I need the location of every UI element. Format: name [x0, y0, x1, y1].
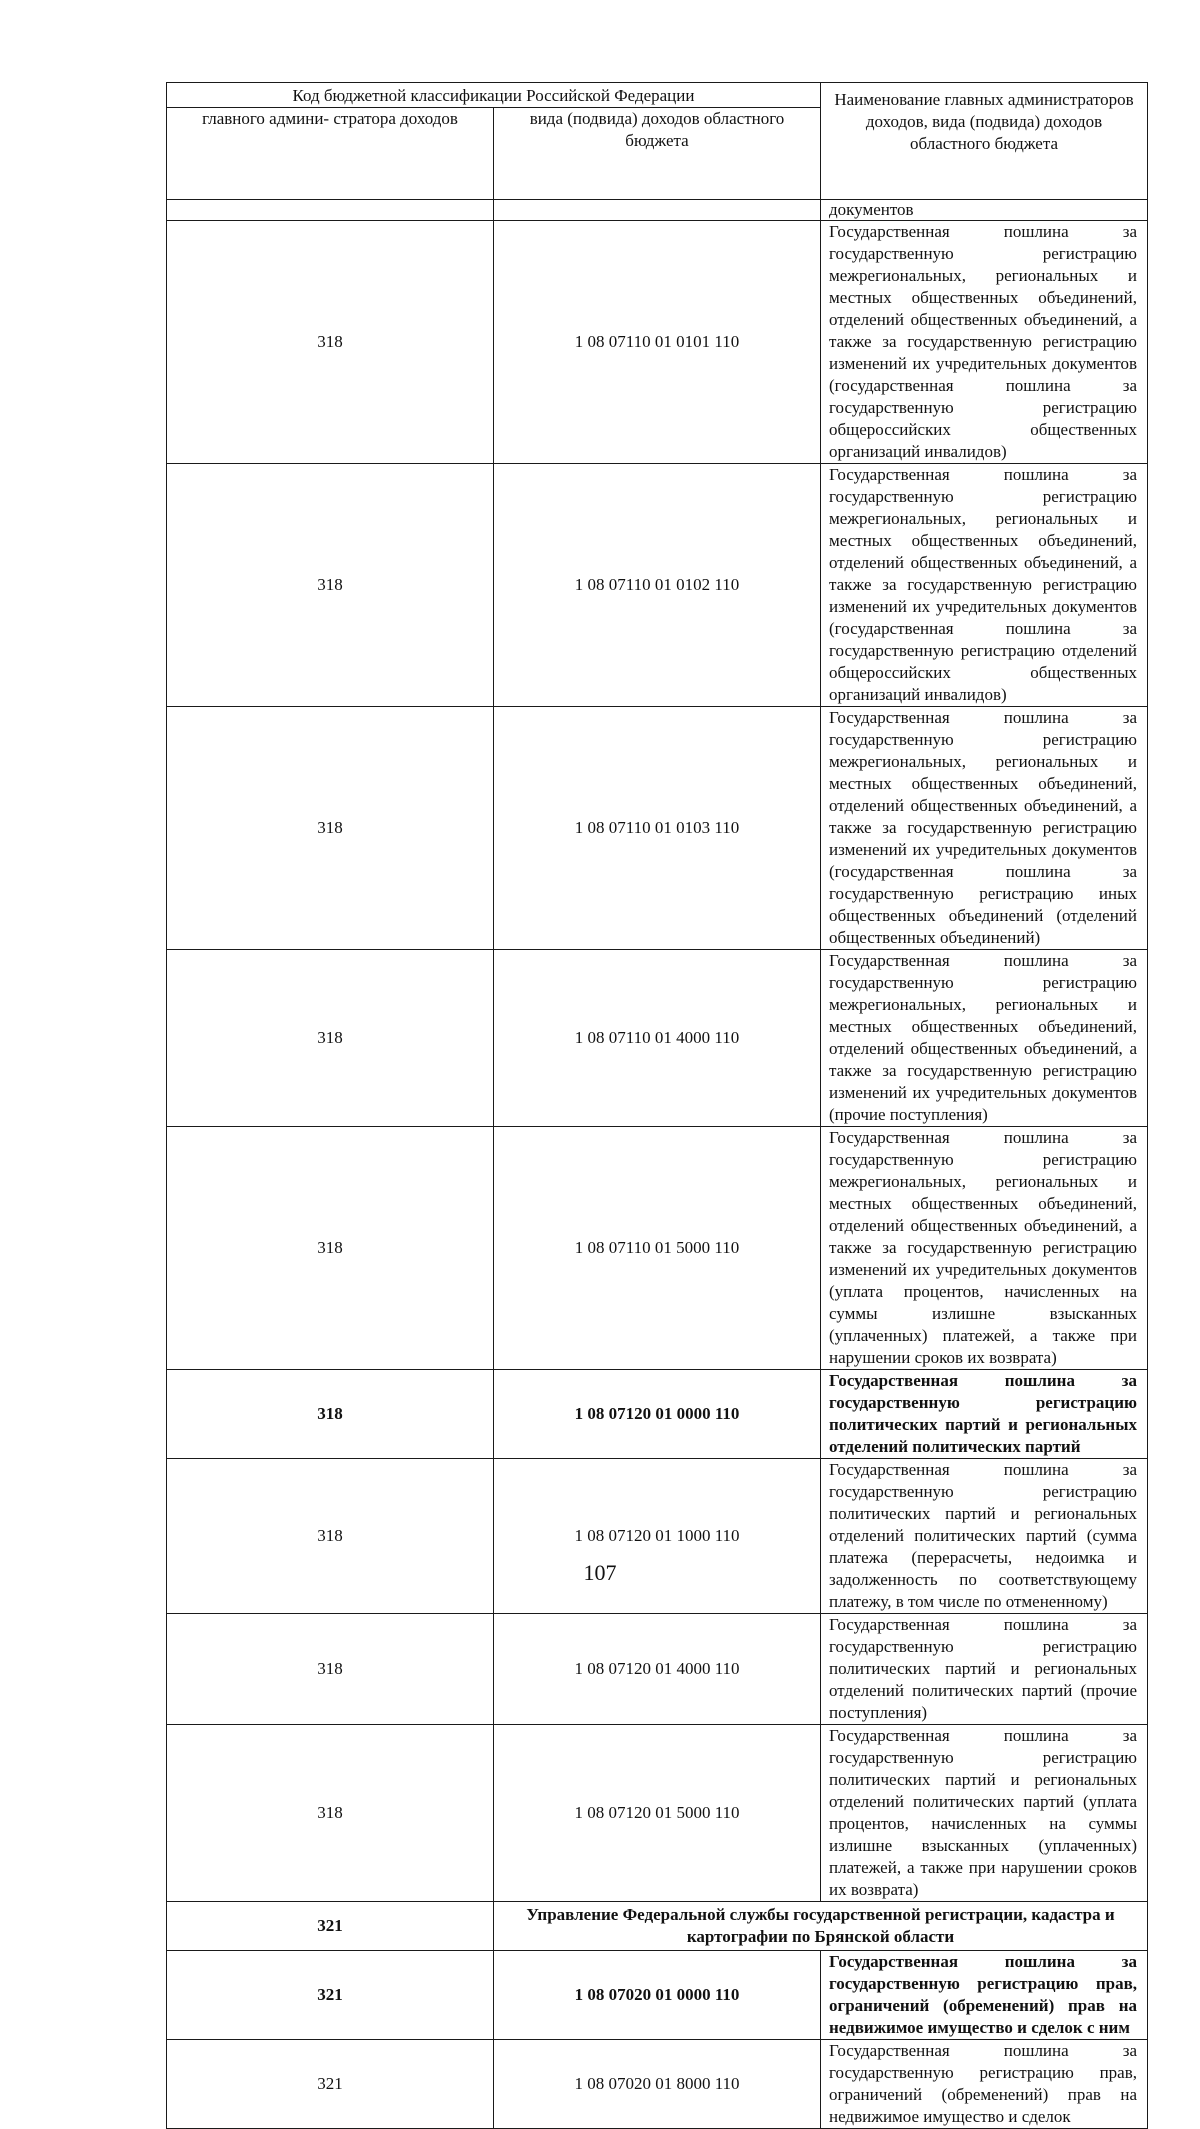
empty-cell — [167, 200, 494, 221]
income-name-cell: Государственная пошлина за государственную регистрацию межрегиональных, региональных и местных общественных объединений, отделений общественных объединений, а также за государственную регистрацию изменений их учредительных документов (государственная пошлина за государственную регистрацию отделений общероссийских общественных организаций инвалидов) — [821, 464, 1148, 707]
section-admin-code: 321 — [167, 1902, 494, 1951]
budget-code-cell: 1 08 07020 01 0000 110 — [494, 1951, 821, 2040]
table-row-bold — [167, 1370, 1148, 1459]
admin-code-cell: 318 — [167, 1614, 494, 1725]
admin-code-cell: 318 — [167, 1370, 494, 1459]
budget-code-cell: 1 08 07120 01 1000 110 — [494, 1459, 821, 1614]
table-row — [167, 1725, 1148, 1902]
admin-code-cell: 318 — [167, 707, 494, 950]
budget-code-cell: 1 08 07120 01 0000 110 — [494, 1370, 821, 1459]
income-name-cell: Государственная пошлина за государственную регистрацию прав, ограничений (обременений) прав на недвижимое имущество и сделок с ним — [821, 1951, 1148, 2040]
income-name-cell: Государственная пошлина за государственную регистрацию межрегиональных, региональных и местных общественных объединений, отделений общественных объединений, а также за государственную регистрацию изменений их учредительных документов (уплата процентов, начисленных на суммы излишне взысканных (уплаченных) платежей, а также при нарушении сроков их возврата) — [821, 1127, 1148, 1370]
continuation-row — [167, 200, 1148, 221]
budget-code-cell: 1 08 07120 01 5000 110 — [494, 1725, 821, 1902]
budget-code-cell: 1 08 07110 01 5000 110 — [494, 1127, 821, 1370]
table-row — [167, 1127, 1148, 1370]
code-group-header: Код бюджетной классификации Российской Федерации — [167, 83, 821, 108]
section-title: Управление Федеральной службы государственной регистрации, кадастра и картографии по Брянской области — [494, 1902, 1148, 1951]
table-row — [167, 950, 1148, 1127]
income-name-cell: Государственная пошлина за государственную регистрацию межрегиональных, региональных и местных общественных объединений, отделений общественных объединений, а также за государственную регистрацию изменений их учредительных документов (государственная пошлина за государственную регистрацию общероссийских общественных организаций инвалидов) — [821, 221, 1148, 464]
table-row — [167, 707, 1148, 950]
table-header-row — [167, 83, 1148, 108]
income-column-header: вида (подвида) доходов областного бюджета — [494, 108, 821, 200]
admin-code-cell: 318 — [167, 1127, 494, 1370]
budget-code-cell: 1 08 07110 01 0103 110 — [494, 707, 821, 950]
continuation-text: документов — [821, 200, 1148, 221]
admin-code-cell: 318 — [167, 950, 494, 1127]
page-number: 107 — [583, 1560, 617, 1585]
name-column-header: Наименование главных администраторов доходов, вида (подвида) доходов областного бюджета — [821, 83, 1148, 200]
budget-code-cell: 1 08 07110 01 0101 110 — [494, 221, 821, 464]
income-name-cell: Государственная пошлина за государственную регистрацию прав, ограничений (обременений) прав на недвижимое имущество и сделок — [821, 2040, 1148, 2129]
empty-cell — [494, 200, 821, 221]
table-row — [167, 221, 1148, 464]
admin-code-cell: 318 — [167, 464, 494, 707]
budget-code-cell: 1 08 07120 01 4000 110 — [494, 1614, 821, 1725]
section-header-row — [167, 1902, 1148, 1951]
income-name-cell: Государственная пошлина за государственную регистрацию политических партий и региональных отделений политических партий (прочие поступления) — [821, 1614, 1148, 1725]
admin-column-header: главного админи- стратора доходов — [167, 108, 494, 200]
admin-code-cell: 321 — [167, 2040, 494, 2129]
income-name-cell: Государственная пошлина за государственную регистрацию межрегиональных, региональных и местных общественных объединений, отделений общественных объединений, а также за государственную регистрацию изменений их учредительных документов (прочие поступления) — [821, 950, 1148, 1127]
admin-code-cell: 318 — [167, 1459, 494, 1614]
budget-code-cell: 1 08 07110 01 0102 110 — [494, 464, 821, 707]
budget-code-cell: 1 08 07110 01 4000 110 — [494, 950, 821, 1127]
admin-code-cell: 318 — [167, 221, 494, 464]
table-row-bold — [167, 1951, 1148, 2040]
table-row — [167, 2040, 1148, 2129]
admin-code-cell: 318 — [167, 1725, 494, 1902]
admin-code-cell: 321 — [167, 1951, 494, 2040]
income-name-cell: Государственная пошлина за государственную регистрацию политических партий и региональных отделений политических партий — [821, 1370, 1148, 1459]
income-name-cell: Государственная пошлина за государственную регистрацию политических партий и региональных отделений политических партий (уплата процентов, начисленных на суммы излишне взысканных (уплаченных) платежей, а также при нарушении сроков их возврата) — [821, 1725, 1148, 1902]
table-row — [167, 1614, 1148, 1725]
income-name-cell: Государственная пошлина за государственную регистрацию политических партий и региональных отделений политических партий (сумма платежа (перерасчеты, недоимка и задолженность по соответствующему платежу, в том числе по отмененному) — [821, 1459, 1148, 1614]
income-name-cell: Государственная пошлина за государственную регистрацию межрегиональных, региональных и местных общественных объединений, отделений общественных объединений, а также за государственную регистрацию изменений их учредительных документов (государственная пошлина за государственную регистрацию иных общественных объединений (отделений общественных объединений) — [821, 707, 1148, 950]
table-row — [167, 464, 1148, 707]
table-row — [167, 1459, 1148, 1614]
budget-code-cell: 1 08 07020 01 8000 110 — [494, 2040, 821, 2129]
budget-classification-table — [166, 82, 1148, 2129]
